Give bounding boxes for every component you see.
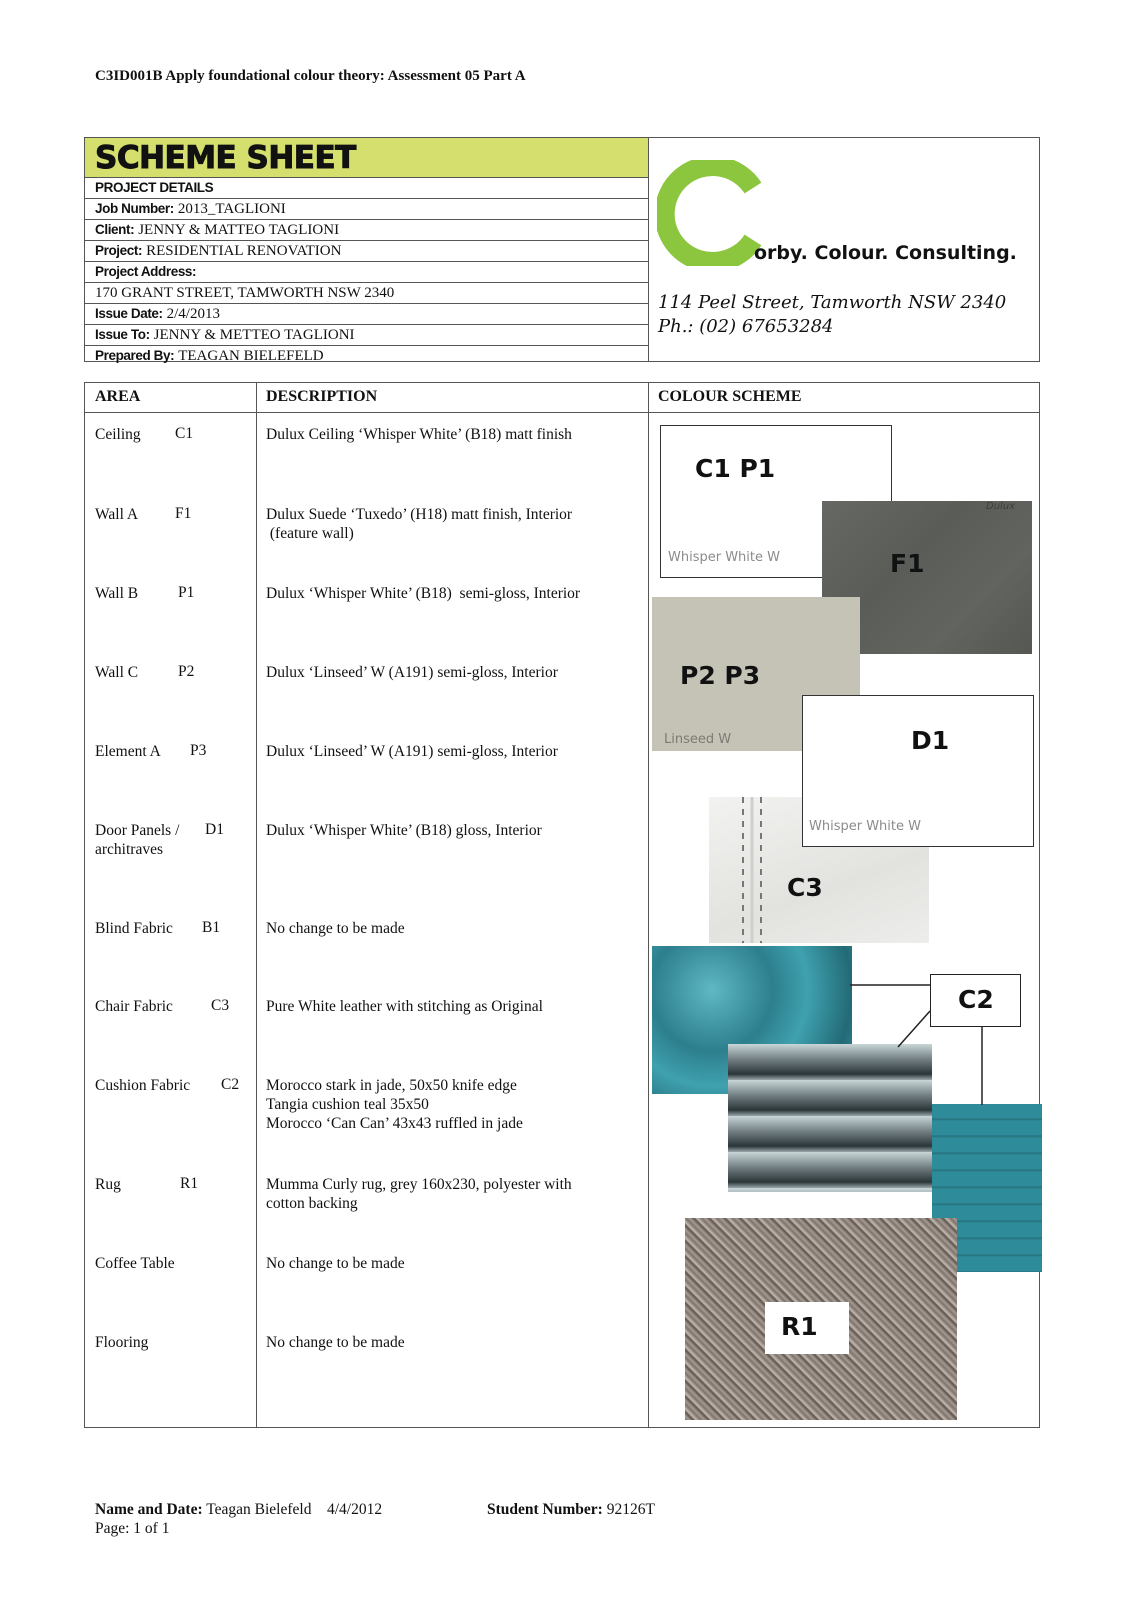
area-cell: Wall B <box>95 585 139 602</box>
job-number-row: Job Number: 2013_TAGLIONI <box>85 199 648 220</box>
description-cell: No change to be made <box>266 1255 405 1272</box>
issue-date-row: Issue Date: 2/4/2013 <box>85 304 648 325</box>
issue-to-value: JENNY & METTEO TAGLIONI <box>153 327 355 343</box>
address-value-row <box>85 283 648 304</box>
address-value: 170 GRANT STREET, TAMWORTH NSW 2340 <box>95 285 395 301</box>
description-cell: Dulux ‘Linseed’ W (A191) semi-gloss, Interior <box>266 664 558 681</box>
student-name: Teagan Bielefeld <box>206 1501 312 1518</box>
swatch-f1-label: F1 <box>890 549 925 578</box>
client-row: Client: JENNY & MATTEO TAGLIONI <box>85 220 648 241</box>
page-number: Page: 1 of 1 <box>95 1520 170 1537</box>
area-cell: Wall A <box>95 506 139 523</box>
area-cell: Ceiling <box>95 426 141 443</box>
area-cell: Chair Fabric <box>95 998 173 1015</box>
swatch-c3-label: C3 <box>787 873 823 902</box>
table-divider <box>256 383 257 1427</box>
area-cell: Element A <box>95 743 161 760</box>
project-value: RESIDENTIAL RENOVATION <box>146 243 342 259</box>
area-code: D1 <box>205 821 224 838</box>
issue-date-value: 2/4/2013 <box>166 306 220 322</box>
description-cell: No change to be made <box>266 920 405 937</box>
project-details-panel <box>85 138 649 364</box>
area-code: R1 <box>180 1175 199 1192</box>
description-cell-line-2: cotton backing <box>266 1195 358 1212</box>
swatch-c2-label-box <box>930 974 1021 1027</box>
description-cell: Mumma Curly rug, grey 160x230, polyester with <box>266 1176 572 1193</box>
footer-name-date: Name and Date: Teagan Bielefeld 4/4/2012 <box>95 1501 383 1518</box>
swatch-c1-p1-sub: Whisper White W <box>668 550 780 565</box>
submission-date: 4/4/2012 <box>326 1501 383 1518</box>
colour-scheme-column-header: COLOUR SCHEME <box>658 388 802 405</box>
area-cell: Coffee Table <box>95 1255 175 1272</box>
description-cell-line-2: (feature wall) <box>266 525 354 542</box>
company-name: orby. Colour. Consulting. <box>754 242 1017 264</box>
description-cell: No change to be made <box>266 1334 405 1351</box>
area-code: F1 <box>175 505 192 522</box>
swatch-c1-p1-label: C1 P1 <box>695 454 776 483</box>
student-number: 92126T <box>606 1501 655 1518</box>
table-divider <box>648 383 649 1427</box>
address-label-row: Project Address: <box>85 262 648 283</box>
swatch-d1 <box>802 695 1034 847</box>
area-code: P1 <box>178 584 195 601</box>
description-column-header: DESCRIPTION <box>266 388 378 405</box>
area-cell: Door Panels / <box>95 822 180 839</box>
prepared-by-value: TEAGAN BIELEFELD <box>178 348 324 364</box>
area-column-header: AREA <box>95 388 141 405</box>
client-value: JENNY & MATTEO TAGLIONI <box>138 222 340 238</box>
issue-to-row: Issue To: JENNY & METTEO TAGLIONI <box>85 325 648 346</box>
area-code: P3 <box>190 742 207 759</box>
swatch-d1-label: D1 <box>911 726 950 755</box>
description-cell: Dulux ‘Whisper White’ (B18) semi-gloss, Interior <box>266 585 581 602</box>
area-code: P2 <box>178 663 195 680</box>
area-cell: Cushion Fabric <box>95 1077 191 1094</box>
swatch-f1-brand: Dulux <box>986 501 1016 512</box>
swatch-p2-p3-label: P2 P3 <box>680 661 761 690</box>
stitching-icon <box>727 797 787 943</box>
area-cell: Flooring <box>95 1334 149 1351</box>
area-code: B1 <box>202 919 221 936</box>
description-cell: Morocco stark in jade, 50x50 knife edge <box>266 1077 517 1094</box>
area-cell: Rug <box>95 1176 121 1193</box>
area-code: C1 <box>175 425 194 442</box>
area-cell: Wall C <box>95 664 139 681</box>
project-details-heading: PROJECT DETAILS <box>85 178 648 199</box>
project-row: Project: RESIDENTIAL RENOVATION <box>85 241 648 262</box>
company-logo-c-icon <box>657 160 763 266</box>
swatch-r1-label: R1 <box>781 1312 818 1341</box>
description-cell-line-3: Morocco ‘Can Can’ 43x43 ruffled in jade <box>266 1115 523 1132</box>
scheme-sheet-header <box>84 137 1040 362</box>
document-header: C3ID001B Apply foundational colour theory: Assessment 05 Part A <box>95 68 526 84</box>
description-cell: Dulux ‘Whisper White’ (B18) gloss, Interior <box>266 822 542 839</box>
swatch-c2-label: C2 <box>958 985 994 1014</box>
description-cell: Dulux Ceiling ‘Whisper White’ (B18) matt finish <box>266 426 572 443</box>
area-code: C2 <box>221 1076 240 1093</box>
company-address: 114 Peel Street, Tamworth NSW 2340 <box>658 292 1007 313</box>
swatch-r1-label-box <box>765 1302 849 1354</box>
prepared-by-row: Prepared By: TEAGAN BIELEFELD <box>95 348 324 364</box>
description-cell: Pure White leather with stitching as Original <box>266 998 543 1015</box>
description-cell: Dulux ‘Linseed’ W (A191) semi-gloss, Interior <box>266 743 558 760</box>
swatch-d1-sub: Whisper White W <box>809 819 921 834</box>
area-cell: Blind Fabric <box>95 920 173 937</box>
description-cell-line-2: Tangia cushion teal 35x50 <box>266 1096 429 1113</box>
footer-student-number: Student Number: 92126T <box>487 1501 655 1518</box>
description-cell: Dulux Suede ‘Tuxedo’ (H18) matt finish, Interior <box>266 506 573 523</box>
table-header-divider <box>85 412 1039 413</box>
area-cell-line-2: architraves <box>95 841 163 858</box>
scheme-sheet-title: SCHEME SHEET <box>85 138 648 178</box>
swatch-r1 <box>685 1218 957 1420</box>
job-number-value: 2013_TAGLIONI <box>177 201 286 217</box>
area-code: C3 <box>211 997 230 1014</box>
company-phone: Ph.: (02) 67653284 <box>658 316 834 337</box>
swatch-p2-p3-sub: Linseed W <box>664 732 732 747</box>
company-logo-panel <box>649 138 1039 361</box>
